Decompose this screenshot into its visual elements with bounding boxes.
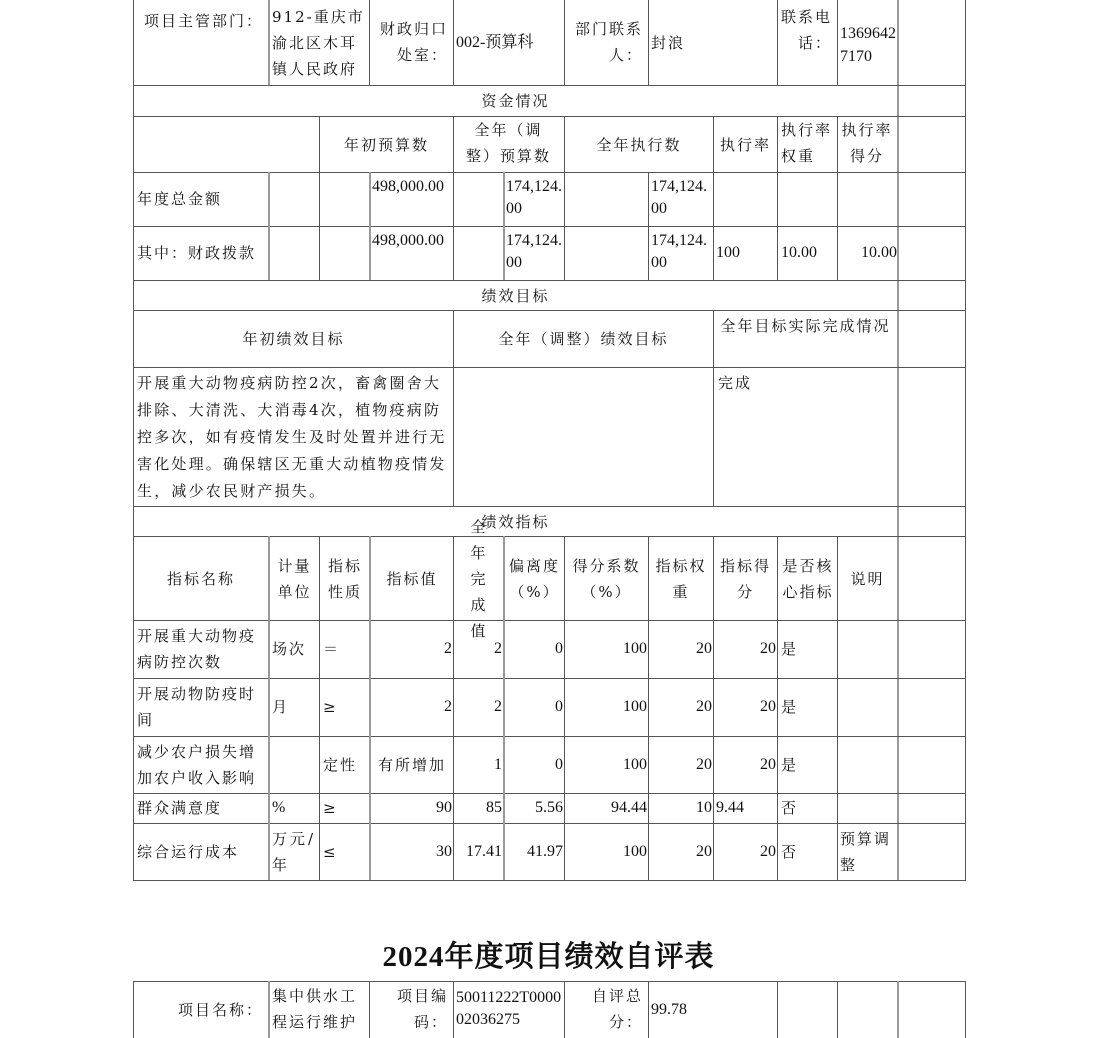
- grid-line-v: [268, 0, 270, 85]
- adjusted-goal-text: [455, 370, 713, 506]
- indicator-cell-nature: [321, 823, 369, 880]
- grid-line-h: [133, 678, 966, 679]
- indicator-cell-target-text: 有所增加: [377, 755, 446, 774]
- grid-line-v: [319, 536, 320, 880]
- indicator-cell-core: [779, 678, 837, 736]
- funds-section-title-text: 资金情况: [481, 92, 550, 110]
- dept-label: 项目主管部门：: [143, 12, 263, 30]
- indicator-cell-weight-text: 20: [696, 755, 712, 773]
- indicator-cell-score: [714, 823, 777, 880]
- grid-line-h: [133, 172, 966, 173]
- indicator-cell-weight: [649, 736, 713, 793]
- grid-line-v: [503, 172, 505, 280]
- col-adjusted-budget: 全年（调整）预算数: [465, 121, 551, 165]
- indicator-cell-core-text: 是: [781, 755, 799, 774]
- grid-line-v: [837, 116, 838, 172]
- grid-line-v: [965, 981, 966, 1038]
- indicator-cell-core: [779, 620, 837, 678]
- grid-line-v: [268, 981, 270, 1038]
- grid-line-v: [713, 310, 714, 506]
- goals-section-title-text: 绩效目标: [481, 286, 550, 305]
- grid-line-v: [837, 172, 838, 280]
- funds-row-rate: [715, 226, 777, 280]
- indicator-cell-name-text: 减少农户损失增加农户收入影响: [137, 742, 257, 787]
- indicator-cell-actual-text: 85: [486, 799, 502, 816]
- grid-line-v: [369, 0, 370, 85]
- grid-line-v: [564, 536, 565, 880]
- grid-line-v: [777, 172, 778, 280]
- indicator-cell-target-text: 2: [444, 698, 452, 715]
- project-name-value: 集中供水工程运行维护: [272, 987, 358, 1031]
- indicator-cell-core: [779, 736, 837, 793]
- ind-col-name: [134, 537, 268, 620]
- funds-row-rate: [715, 172, 777, 226]
- indicator-cell-coef: [565, 793, 648, 823]
- grid-line-v: [564, 172, 565, 280]
- indicator-cell-actual: [455, 793, 503, 823]
- grid-line-v: [648, 536, 649, 880]
- grid-line-v: [897, 0, 899, 880]
- ind-col-score: [714, 537, 777, 620]
- indicator-cell-coef: [565, 823, 648, 880]
- indicator-cell-target-text: 90: [436, 799, 452, 816]
- grid-line-v: [319, 116, 320, 172]
- funds-row-adjusted: 174,124.00: [506, 178, 562, 217]
- col-actual-goal: 全年目标实际完成情况: [720, 317, 891, 335]
- grid-line-h: [133, 620, 966, 621]
- col-initial-budget: [320, 117, 453, 172]
- indicator-cell-target-text: 30: [436, 842, 452, 860]
- indicator-cell-unit: [270, 793, 319, 823]
- contact-value: [649, 0, 779, 85]
- grid-line-v: [648, 981, 649, 1038]
- indicator-cell-name: [135, 736, 267, 793]
- grid-line-h: [133, 536, 966, 537]
- funds-row-weight: [779, 226, 837, 280]
- indicators-section-title-text: 绩效指标: [481, 512, 550, 531]
- ind-col-target-text: 指标值: [386, 569, 438, 588]
- indicator-cell-name: [135, 620, 267, 678]
- ind-col-actual: [455, 517, 503, 640]
- indicator-cell-weight: [649, 620, 713, 678]
- grid-line-v: [133, 981, 134, 1038]
- indicator-cell-weight-text: 10: [696, 799, 712, 816]
- grid-line-v: [965, 0, 966, 880]
- indicator-cell-note-text: 预算调整: [840, 829, 892, 874]
- indicator-cell-note: [838, 823, 897, 880]
- indicator-cell-target: [371, 678, 453, 736]
- indicator-cell-score: [714, 678, 777, 736]
- grid-line-v: [133, 0, 134, 880]
- grid-line-v: [503, 536, 505, 880]
- indicator-cell-unit: [270, 823, 319, 880]
- indicator-cell-name: [135, 678, 267, 736]
- grid-line-v: [453, 981, 454, 1038]
- indicator-cell-deviation-text: 5.56: [535, 799, 563, 816]
- col-exec-rate: [714, 117, 777, 172]
- indicator-cell-deviation-text: 0: [555, 640, 563, 657]
- indicator-cell-deviation-text: 41.97: [527, 842, 563, 860]
- indicator-cell-nature-text: ≥: [323, 799, 338, 817]
- indicator-cell-name-text: 开展重大动物疫病防控次数: [137, 627, 257, 671]
- indicator-cell-nature: [321, 620, 369, 678]
- grid-line-v: [268, 172, 270, 280]
- indicator-cell-name-text: 开展动物防疫时间: [137, 685, 257, 729]
- indicator-cell-coef-text: 100: [623, 755, 647, 773]
- indicator-cell-actual-text: 2: [494, 698, 502, 715]
- grid-line-v: [453, 536, 454, 880]
- project-code-value: 50011222T000002036275: [456, 989, 562, 1028]
- indicator-cell-note: [838, 793, 897, 823]
- indicator-cell-core-text: 是: [781, 698, 799, 716]
- indicator-cell-coef-text: 100: [623, 698, 647, 715]
- col-exec-score: 执行率得分: [841, 121, 893, 165]
- grid-line-v: [713, 116, 714, 172]
- indicator-cell-score: [714, 620, 777, 678]
- indicator-cell-name: [135, 823, 267, 880]
- grid-line-v: [837, 536, 838, 880]
- project-name-label-text: 项目名称：: [177, 1001, 263, 1019]
- ind-col-target: [371, 537, 453, 620]
- funds-row-label-text: 年度总金额: [137, 190, 223, 208]
- grid-line-h: [133, 226, 966, 227]
- indicator-cell-note: [838, 736, 897, 793]
- indicator-cell-unit: [270, 620, 319, 678]
- col-initial-goal-text: 年初绩效目标: [242, 330, 345, 348]
- funds-row-initial: 498,000.00: [372, 232, 444, 249]
- indicator-cell-target: [371, 793, 453, 823]
- self-score-label: 自评总分：: [591, 987, 643, 1031]
- funds-row-initial: 498,000.00: [372, 178, 444, 195]
- ind-col-deviation-text: 偏离度（%）: [508, 556, 560, 601]
- indicator-cell-target: [371, 736, 453, 793]
- indicator-cell-name-text: 群众满意度: [137, 799, 223, 817]
- grid-line-v: [369, 172, 371, 280]
- finance-label: 财政归口处室：: [379, 20, 448, 64]
- grid-line-h: [133, 280, 966, 281]
- indicator-cell-target: [371, 620, 453, 678]
- ind-col-weight-text: 指标权重: [655, 556, 707, 601]
- grid-line-v: [713, 536, 714, 880]
- indicator-cell-nature: [321, 678, 369, 736]
- grid-line-v: [369, 981, 370, 1038]
- col-adjusted-goal: [454, 311, 713, 367]
- ind-col-name-text: 指标名称: [166, 569, 235, 588]
- indicator-cell-coef: [565, 678, 648, 736]
- grid-line-v: [837, 981, 838, 1038]
- indicator-cell-core-text: 否: [781, 842, 799, 861]
- grid-line-v: [319, 172, 320, 280]
- indicator-cell-note: [838, 678, 897, 736]
- indicator-cell-coef-text: 100: [623, 640, 647, 657]
- grid-line-v: [897, 981, 899, 1038]
- ind-col-nature: [321, 537, 369, 620]
- funds-row-weight-text: 10.00: [781, 244, 817, 261]
- grid-line-h: [133, 506, 966, 507]
- grid-line-v: [648, 172, 649, 280]
- indicator-cell-weight-text: 20: [696, 698, 712, 715]
- indicator-cell-unit: [270, 736, 319, 793]
- indicator-cell-score: [714, 736, 777, 793]
- next-table-title: 2024年度项目绩效自评表: [382, 941, 715, 973]
- indicator-cell-actual-text: 17.41: [466, 842, 502, 860]
- funds-row-adjusted: 174,124.00: [506, 232, 562, 271]
- project-name-label: [134, 982, 267, 1038]
- indicators-section-title: [134, 507, 897, 536]
- grid-line-v: [777, 0, 778, 85]
- indicator-cell-score-text: 20: [760, 640, 776, 657]
- indicator-cell-nature: [321, 736, 369, 793]
- grid-line-v: [777, 981, 778, 1038]
- indicator-cell-deviation: [505, 823, 564, 880]
- grid-line-v: [268, 536, 270, 880]
- indicator-cell-deviation: [505, 736, 564, 793]
- grid-line-v: [564, 0, 565, 85]
- dept-value: 912-重庆市渝北区木耳镇人民政府: [272, 8, 365, 78]
- indicator-cell-actual-text: 1: [494, 755, 502, 773]
- grid-line-h: [133, 793, 966, 794]
- indicator-cell-score-text: 9.44: [716, 799, 744, 816]
- indicator-cell-coef-text: 94.44: [611, 799, 647, 816]
- indicator-cell-score-text: 20: [760, 755, 776, 773]
- col-executed-text: 全年执行数: [596, 135, 682, 154]
- col-initial-goal: [134, 311, 453, 367]
- indicator-cell-nature: [321, 793, 369, 823]
- indicator-cell-weight-text: 20: [696, 842, 712, 860]
- indicator-cell-name: [135, 793, 267, 823]
- contact-label: 部门联系人：: [574, 20, 643, 64]
- indicator-cell-nature-text: ＝: [323, 640, 341, 658]
- col-executed: [565, 117, 713, 172]
- grid-line-h: [133, 880, 966, 881]
- contact-value-text: 封浪: [651, 33, 686, 52]
- self-score-value-text: 99.78: [651, 1001, 687, 1018]
- indicator-cell-coef: [565, 620, 648, 678]
- phone-label: 联系电话：: [780, 8, 832, 52]
- indicator-cell-unit-text: 万元/年: [272, 829, 317, 874]
- indicator-cell-unit-text: 月: [272, 698, 290, 716]
- grid-line-v: [369, 536, 371, 880]
- col-exec-rate-text: 执行率: [719, 135, 771, 154]
- indicator-cell-actual-text: 2: [494, 640, 502, 657]
- col-exec-weight: 执行率权重: [781, 121, 833, 165]
- indicator-cell-deviation-text: 0: [555, 698, 563, 715]
- grid-line-v: [453, 172, 454, 280]
- indicator-cell-score-text: 20: [760, 842, 776, 860]
- indicator-cell-deviation: [505, 620, 564, 678]
- self-score-value: [650, 982, 713, 1038]
- grid-line-h: [133, 981, 966, 982]
- indicator-cell-coef: [565, 736, 648, 793]
- funds-row-rate-text: 100: [716, 244, 740, 261]
- ind-col-note-text: 说明: [850, 569, 885, 588]
- funds-row-executed: 174,124.00: [651, 178, 707, 217]
- ind-col-coef: [565, 537, 648, 620]
- col-initial-budget-text: 年初预算数: [343, 135, 429, 154]
- grid-line-v: [453, 0, 454, 85]
- ind-col-core-text: 是否核心指标: [782, 556, 834, 601]
- grid-line-v: [648, 0, 649, 85]
- grid-line-h: [133, 310, 966, 311]
- finance-value-text: 002-预算科: [456, 33, 534, 51]
- ind-col-deviation: [505, 537, 564, 620]
- indicator-cell-deviation: [505, 678, 564, 736]
- grid-line-v: [777, 536, 778, 880]
- indicator-cell-weight: [649, 678, 713, 736]
- indicator-cell-unit: [270, 678, 319, 736]
- grid-line-v: [453, 116, 454, 172]
- indicator-cell-coef-text: 100: [623, 842, 647, 860]
- ind-col-unit: [270, 537, 319, 620]
- indicator-cell-score-text: 20: [760, 698, 776, 715]
- indicator-cell-target: [371, 823, 453, 880]
- grid-line-h: [133, 85, 966, 86]
- finance-value: [454, 0, 563, 85]
- indicator-cell-core-text: 否: [781, 799, 799, 817]
- ind-col-unit-text: 计量单位: [277, 556, 312, 601]
- funds-row-score: [838, 172, 897, 226]
- indicator-cell-nature-text: ≥: [323, 698, 338, 716]
- indicator-cell-actual: [455, 620, 503, 678]
- actual-goal-text: 完成: [718, 374, 753, 392]
- ind-col-coef-text: 得分系数（%）: [572, 556, 641, 601]
- grid-line-h: [133, 116, 966, 117]
- goals-section-title: [134, 281, 897, 310]
- funds-row-label-text: 其中：财政拨款: [137, 244, 257, 262]
- funds-row-executed: 174,124.00: [651, 232, 707, 271]
- indicator-cell-actual: [455, 678, 503, 736]
- grid-line-v: [564, 981, 565, 1038]
- grid-line-h: [133, 736, 966, 737]
- ind-col-actual-text: 全年完成值: [470, 517, 488, 640]
- indicator-cell-weight-text: 20: [696, 640, 712, 657]
- indicator-cell-nature-text: ≤: [323, 842, 338, 861]
- project-code-label: 项目编码：: [396, 987, 448, 1031]
- indicator-cell-core-text: 是: [781, 640, 799, 658]
- indicator-cell-weight: [649, 823, 713, 880]
- initial-goal-text: 开展重大动物疫病防控2次，畜禽圈舍大排除、大清洗、大消毒4次，植物疫病防控多次，如有疫情发生及时处置并进行无害化处理。确保辖区无重大动植物疫情发生，减少农民财产损失。: [137, 374, 447, 500]
- funds-row-label: [135, 226, 267, 280]
- ind-col-weight: [649, 537, 713, 620]
- indicator-cell-unit-text: %: [272, 799, 286, 816]
- indicator-cell-score: [714, 793, 777, 823]
- indicator-cell-nature-text: 定性: [323, 755, 358, 774]
- indicator-cell-deviation-text: 0: [555, 755, 563, 773]
- grid-line-v: [777, 116, 778, 172]
- indicator-cell-actual: [455, 823, 503, 880]
- ind-col-nature-text: 指标性质: [327, 556, 362, 601]
- indicator-cell-weight: [649, 793, 713, 823]
- funds-row-label: [135, 172, 267, 226]
- grid-line-v: [713, 172, 714, 280]
- grid-line-v: [837, 0, 838, 85]
- grid-line-v: [453, 310, 454, 506]
- indicator-cell-name-text: 综合运行成本: [137, 842, 240, 861]
- indicator-cell-deviation: [505, 793, 564, 823]
- ind-col-score-text: 指标得分: [719, 556, 771, 601]
- funds-row-weight: [779, 172, 837, 226]
- phone-value: 13696427170: [840, 25, 896, 65]
- indicator-cell-note: [838, 620, 897, 678]
- funds-section-title: [134, 86, 897, 116]
- ind-col-note: [838, 537, 897, 620]
- grid-line-h: [133, 823, 966, 824]
- indicator-cell-target-text: 2: [444, 640, 452, 657]
- indicator-cell-core: [779, 793, 837, 823]
- indicator-cell-core: [779, 823, 837, 880]
- ind-col-core: [779, 537, 837, 620]
- funds-row-score: [838, 226, 897, 280]
- indicator-cell-actual: [455, 736, 503, 793]
- grid-line-v: [564, 116, 565, 172]
- indicator-cell-unit-text: 场次: [272, 640, 307, 658]
- funds-row-score-text: 10.00: [861, 244, 897, 261]
- grid-line-h: [133, 367, 966, 368]
- col-adjusted-goal-text: 全年（调整）绩效目标: [498, 330, 669, 348]
